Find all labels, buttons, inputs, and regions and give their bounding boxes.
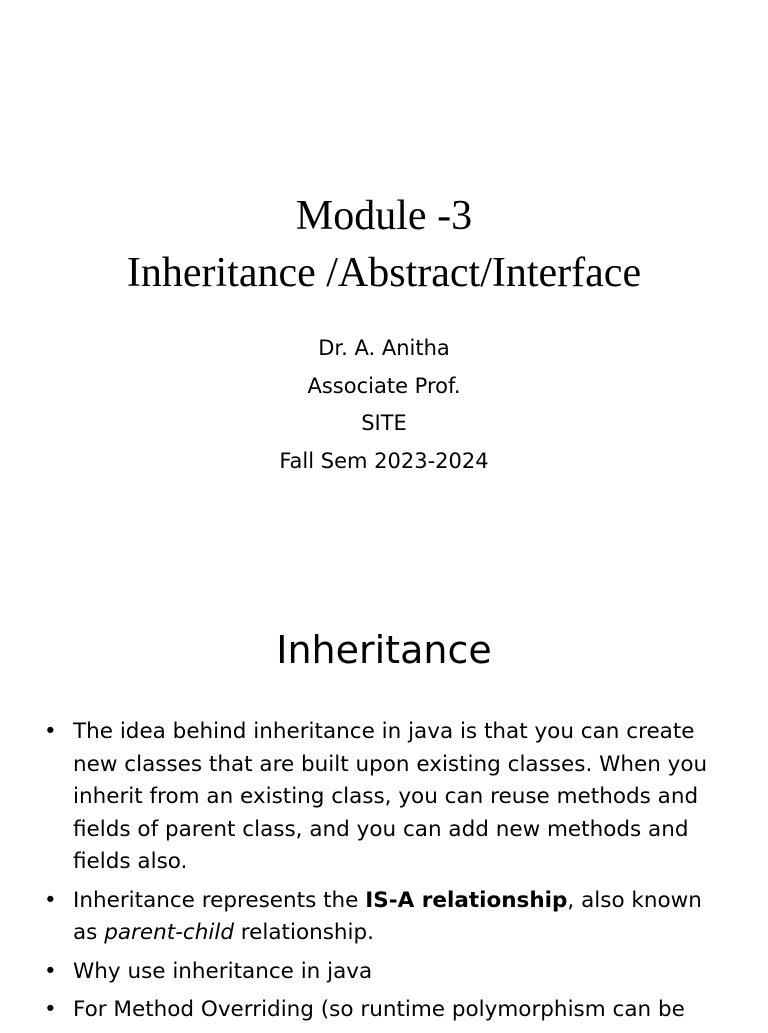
module-title: Module -3 [295, 193, 473, 239]
bullet-item [44, 716, 724, 879]
bullet-item [44, 994, 724, 1027]
bullet-text: The idea behind inheritance in java is that you can create new classes that are built upon existing classes. When you inherit from an existing class, you can reuse methods and fields of parent class, and you can add new methods and fields also. [73, 719, 708, 874]
author-name: Dr. A. Anitha [318, 336, 450, 360]
bullet-item [44, 885, 724, 950]
bullet-list [44, 716, 724, 1033]
bullet-item [44, 956, 724, 989]
bullet-icon: • [44, 997, 57, 1022]
bullet-icon: • [44, 887, 57, 913]
semester: Fall Sem 2023-2024 [279, 448, 489, 473]
bullet-text-bold: IS-A relationship [365, 887, 568, 913]
author-position: Associate Prof. [307, 373, 461, 398]
bullet-text-before: Inheritance represents the [73, 887, 366, 913]
bullet-text-italic: parent-child [104, 920, 234, 945]
bullet-icon: • [44, 719, 57, 744]
bullet-icon: • [44, 958, 57, 984]
school-name: SITE [361, 411, 407, 435]
bullet-text: For Method Overriding (so runtime polymorphism can be [73, 997, 685, 1022]
slide-title [0, 0, 768, 512]
slide-heading: Inheritance [276, 628, 492, 672]
presenter-info [0, 330, 768, 480]
bullet-text: Why use inheritance in java [73, 958, 373, 984]
bullet-text-after: relationship. [233, 920, 375, 945]
slide-inheritance [0, 512, 768, 1024]
bullet-text-middle: , also known as [73, 887, 702, 945]
topic-title: Inheritance /Abstract/Interface [126, 250, 642, 296]
slide-title-heading [0, 188, 768, 302]
